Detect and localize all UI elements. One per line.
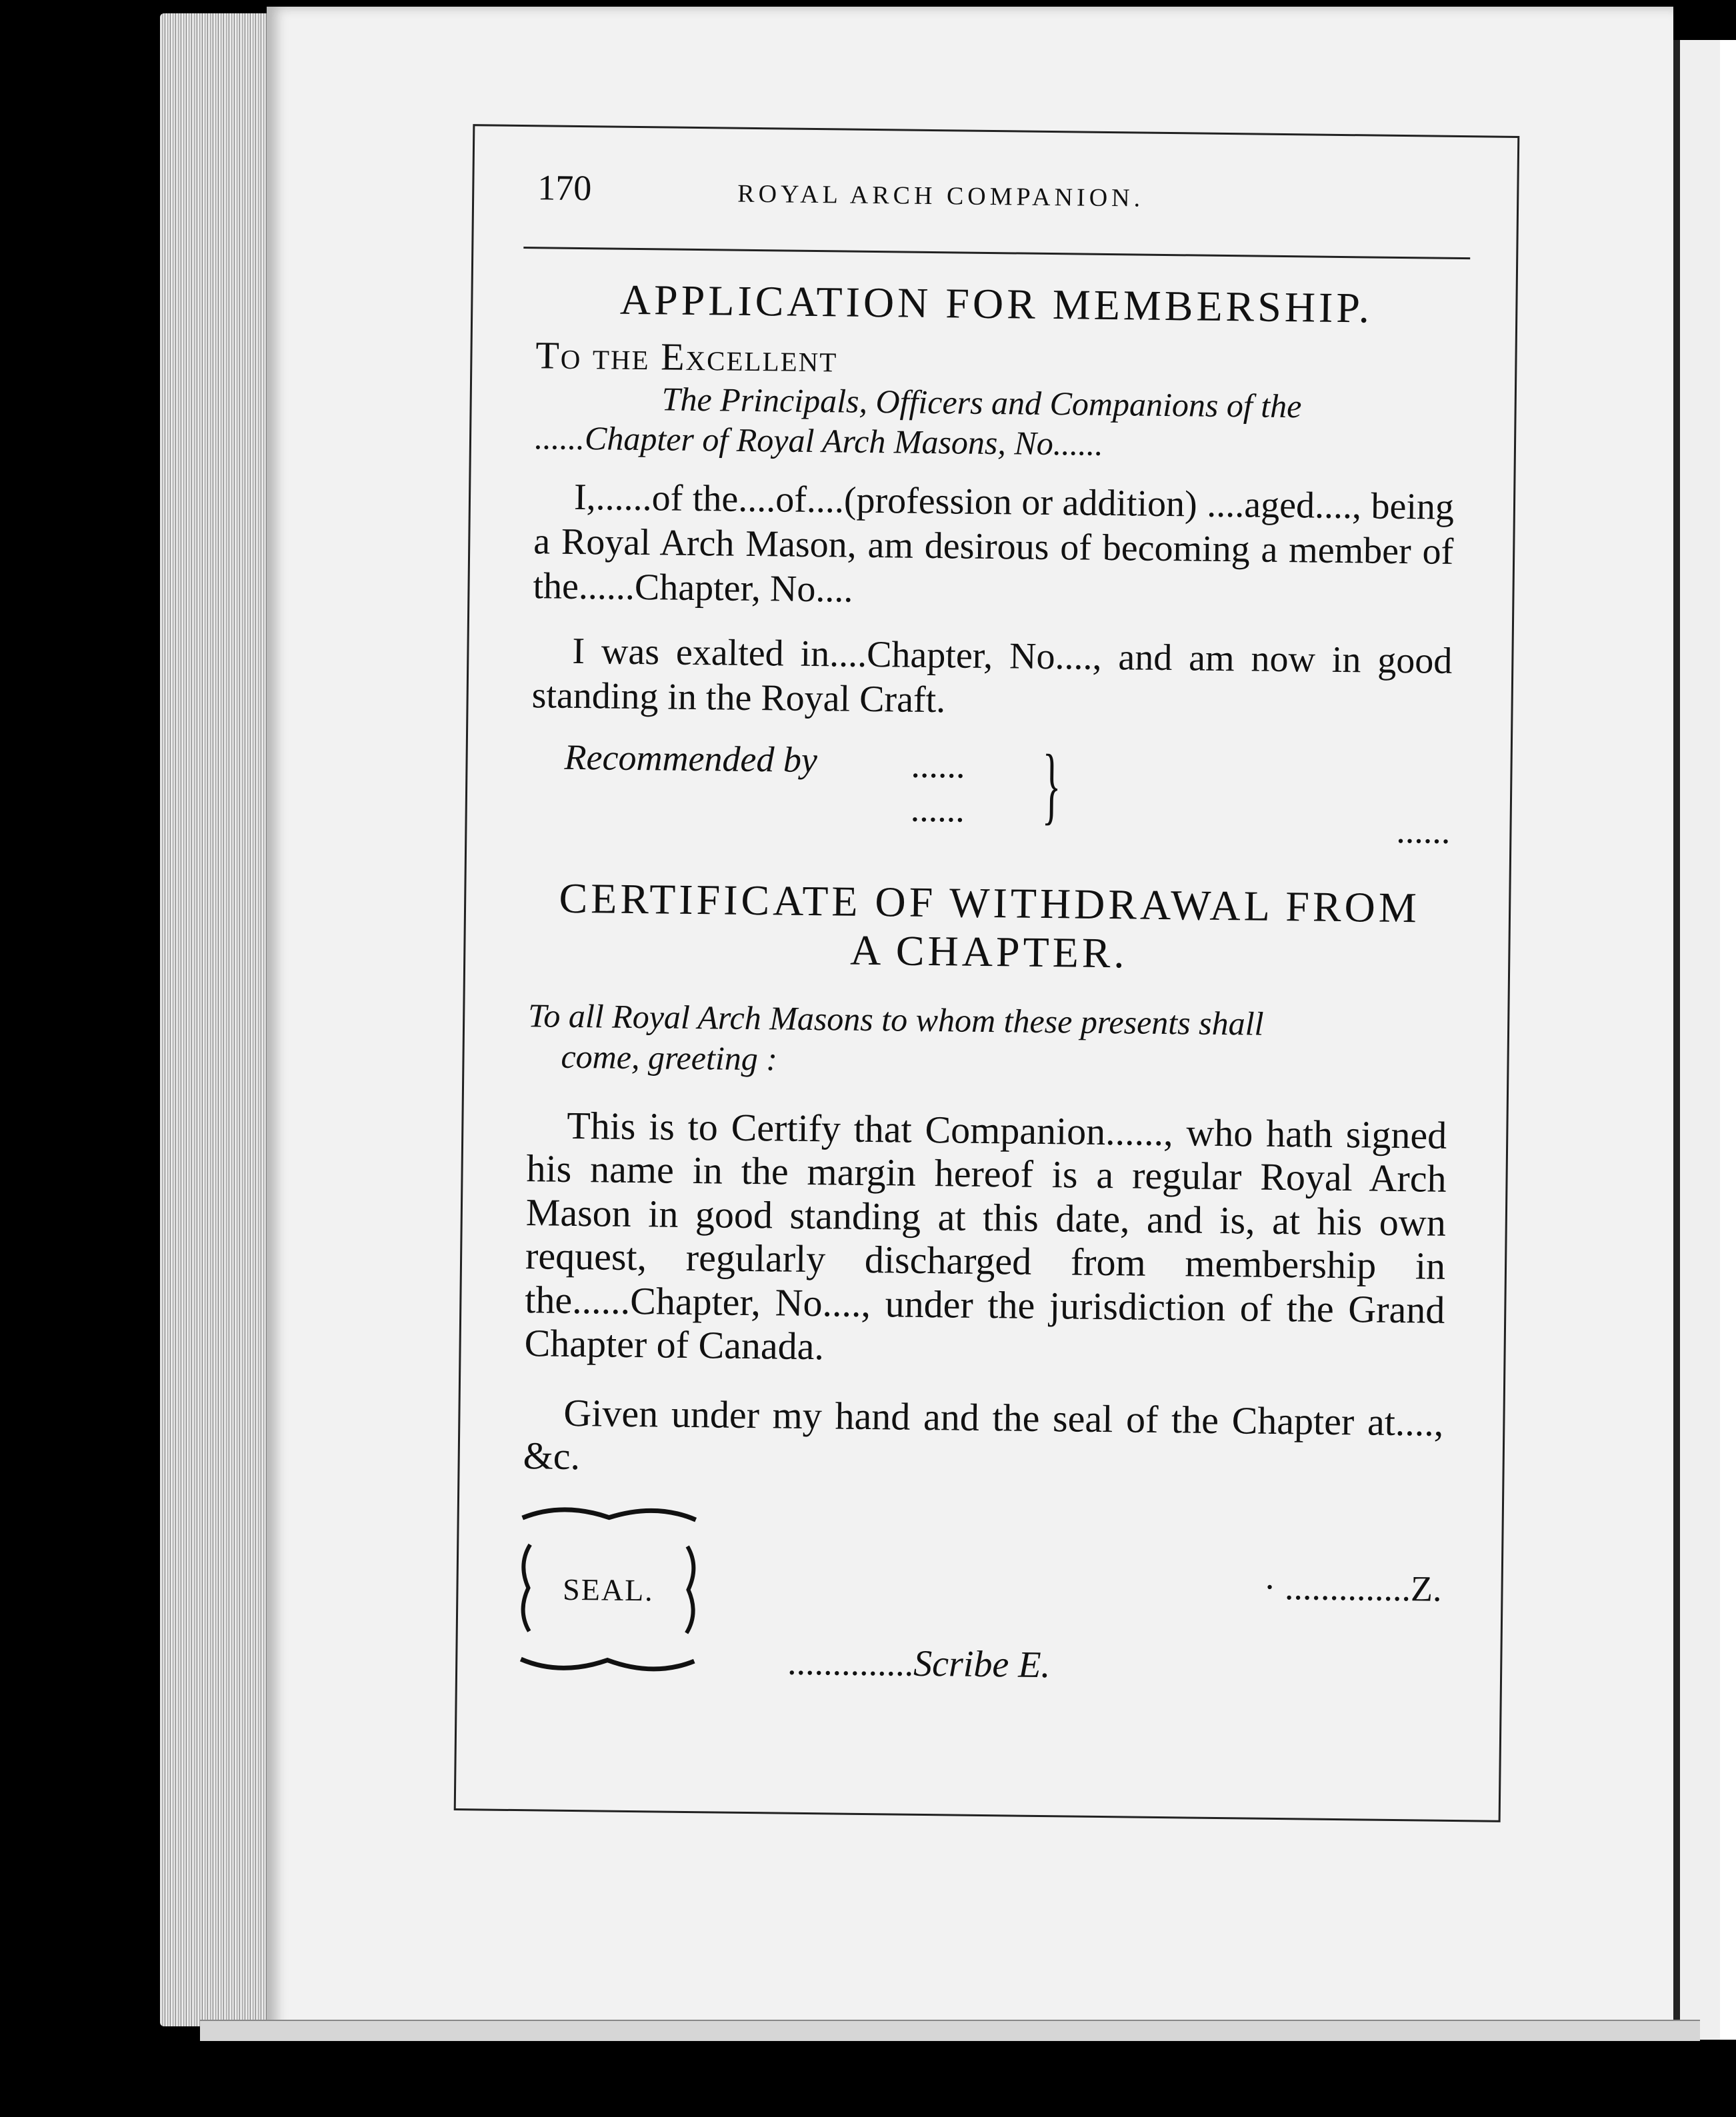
addressee-line-1: The Principals, Officers and Companions of the — [661, 380, 1302, 425]
recommender-line-2: ...... — [910, 789, 965, 830]
recommender-line-1: ...... — [911, 745, 965, 786]
scribe-signature-line — [787, 1641, 1051, 1686]
application-paragraph-2: I was exalted in....Chapter, No...., and am now in good standing in the Royal Craft. — [531, 631, 1453, 721]
greeting-line-1: To all Royal Arch Masons to whom these presents shall — [527, 996, 1264, 1043]
signature-block — [520, 1504, 1443, 1735]
certificate-given-line: Given under my hand and the seal of the Chapter at...., &c. — [523, 1390, 1444, 1478]
page-content — [520, 167, 1457, 1734]
certificate-title-line-2: A CHAPTER. — [849, 926, 1128, 977]
certificate-title-line-1: CERTIFICATE OF WITHDRAWAL FROM — [559, 874, 1421, 931]
seal-box — [514, 1504, 703, 1673]
page-bottom-edge — [200, 2020, 1700, 2041]
seal-label: SEAL. — [562, 1572, 655, 1608]
recommended-by-label: Recommended by — [564, 737, 818, 780]
certificate-greeting — [527, 995, 1448, 1087]
text-block-frame — [454, 124, 1520, 1822]
facing-page-edge — [1673, 40, 1736, 2040]
scribe-label: Scribe E. — [913, 1642, 1051, 1686]
addressee-line-2: ......Chapter of Royal Arch Masons, No...... — [534, 418, 1104, 463]
greeting-line-2: come, greeting : — [561, 1037, 778, 1078]
certificate-body: This is to Certify that Companion......, who hath signed his name in the margin hereof is a regular Royal Arch Mason in good standing at this date, and is, at his own request, regularly discharged from membership in the......Chapter, No...., under the jurisdiction of the Grand Chapter of Canada. — [524, 1103, 1447, 1368]
running-title: ROYAL ARCH COMPANION. — [737, 179, 1145, 213]
salutation-text: To the Excellent — [535, 333, 838, 380]
applicant-signature-line: ...... — [1396, 810, 1451, 851]
application-paragraph-1: I,......of the....of....(profession or addition) ....aged...., being a Royal Arch Mason, am desirous of becoming a member of the......Chapter, No.... — [533, 476, 1455, 611]
page-number: 170 — [537, 167, 592, 209]
scribe-dots: .............. — [787, 1642, 914, 1684]
recommendation-block — [530, 736, 1451, 851]
z-signature-line: · ..............Z. — [1263, 1566, 1442, 1609]
brace-icon: } — [1041, 737, 1062, 833]
page-header — [537, 167, 1457, 257]
application-title: APPLICATION FOR MEMBERSHIP. — [619, 275, 1373, 332]
